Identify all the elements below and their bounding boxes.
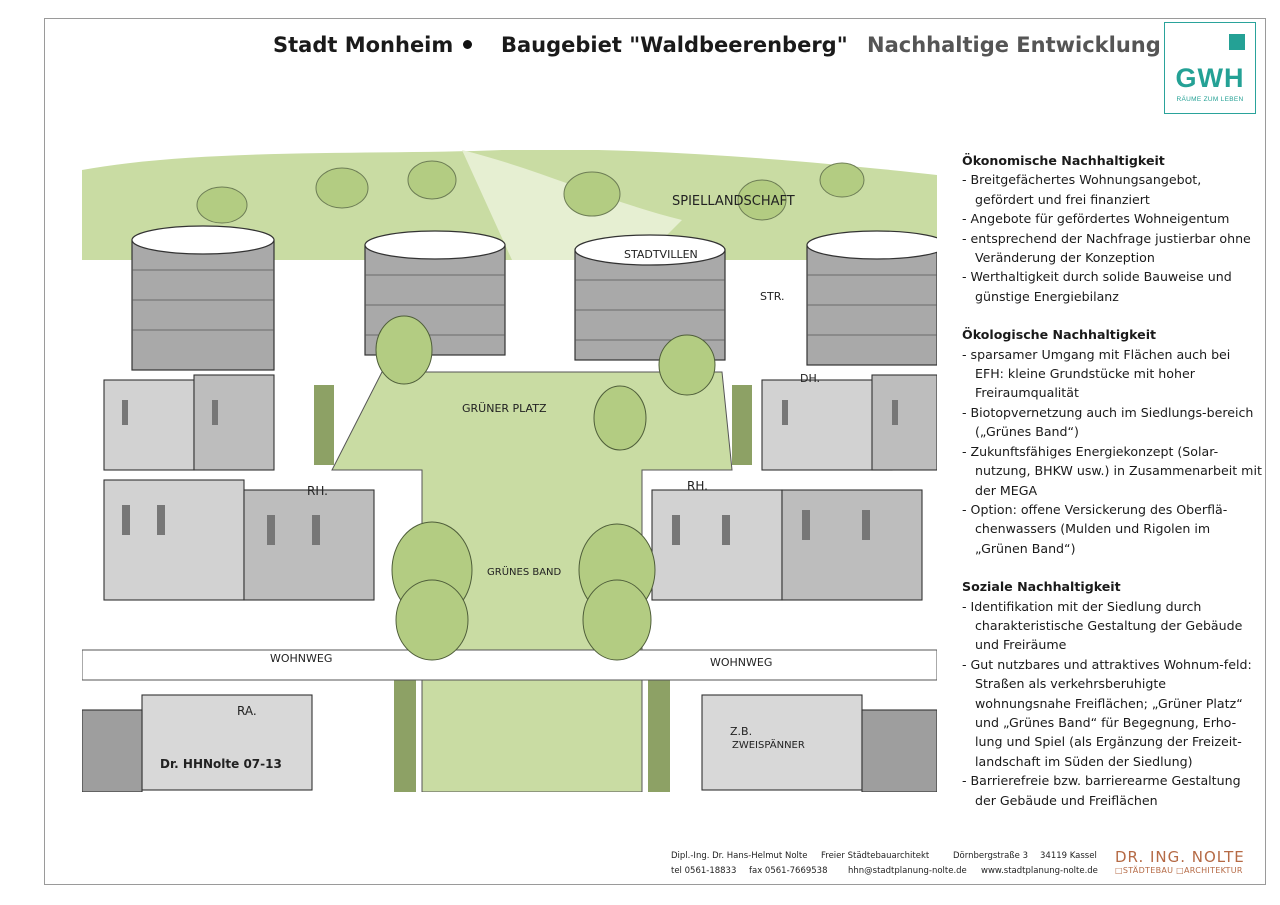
- section-social: [962, 577, 1262, 810]
- site-sketch: [82, 150, 937, 792]
- footer-city: 34119 Kassel: [1040, 851, 1097, 861]
- list-item: - Barrierefreie bzw. barrierearme Gestaltung der Gebäude und Freiflächen: [962, 773, 1241, 808]
- footer-fax: fax 0561-7669538: [749, 866, 828, 876]
- list-item: - sparsamer Umgang mit Flächen auch bei EFH: kleine Grundstücke mit hoher Freiraumqualität: [962, 346, 1231, 401]
- gwh-logo: [1164, 22, 1256, 114]
- label-spiellandschaft: SPIELLANDSCHAFT: [672, 194, 795, 209]
- label-rh-right: RH.: [687, 479, 708, 493]
- header-city: Stadt Monheim: [273, 33, 454, 57]
- list-item: - Zukunftsfähiges Energiekonzept (Solar-nutzung, BHKW usw.) in Zusammenarbeit mit der MEGA: [962, 443, 1262, 498]
- nolte-brand-sub: □STÄDTEBAU □ARCHITEKTUR: [1115, 866, 1243, 875]
- sketch-signature: Dr. HHNolte 07-13: [160, 757, 282, 771]
- label-zweispaenner: ZWEISPÄNNER: [732, 740, 805, 751]
- label-ra: RA.: [237, 704, 257, 718]
- list-item: - Gut nutzbares und attraktives Wohnum-feld: Straßen als verkehrsberuhigte wohnungsnahe Freiflächen; „Grüner Platz“ und „Grünes Band“ für Begegnung, Erho-lung und Spiel (als Ergänzung der Freizeit-landschaft im Süden der Siedlung): [962, 656, 1252, 769]
- section-ecological: [962, 325, 1262, 558]
- sustainability-text: [962, 151, 1262, 829]
- section-title: Ökologische Nachhaltigkeit: [962, 327, 1157, 343]
- label-stadtvillen: STADTVILLEN: [624, 248, 698, 261]
- logo-tagline: RÄUME ZUM LEBEN: [1176, 96, 1244, 103]
- footer-role: Freier Städtebauarchitekt: [821, 851, 930, 861]
- list-item: - entsprechend der Nachfrage justierbar ohne Veränderung der Konzeption: [962, 230, 1251, 266]
- footer-web: www.stadtplanung-nolte.de: [981, 866, 1098, 876]
- list-item: - Identifikation mit der Siedlung durch charakteristische Gestaltung der Gebäude und Freiräume: [962, 598, 1243, 653]
- header-bullet: [463, 40, 472, 49]
- list-item: - Biotopvernetzung auch im Siedlungs-bereich („Grünes Band“): [962, 404, 1254, 440]
- label-gruenes-band: GRÜNES BAND: [487, 567, 562, 578]
- label-zb: Z.B.: [730, 725, 753, 738]
- label-wohnweg-right: WOHNWEG: [710, 656, 773, 669]
- list-item: - Breitgefächertes Wohnungsangebot, gefördert und frei finanziert: [962, 172, 1202, 207]
- footer-name: Dipl.-Ing. Dr. Hans-Helmut Nolte: [671, 851, 808, 861]
- label-gruener-platz: GRÜNER PLATZ: [462, 402, 547, 415]
- section-title: Ökonomische Nachhaltigkeit: [962, 153, 1165, 168]
- list-item: - Option: offene Versickerung des Oberflä-chenwassers (Mulden und Rigolen im „Grünen Band“): [962, 501, 1228, 556]
- section-economic: [962, 151, 1262, 306]
- header-topic: Nachhaltige Entwicklung: [867, 33, 1161, 57]
- footer-tel: tel 0561-18833: [671, 866, 737, 876]
- header-area: Baugebiet "Waldbeerenberg": [501, 33, 848, 57]
- label-str: STR.: [760, 290, 785, 303]
- logo-square-icon: [1229, 34, 1245, 50]
- list-item: - Angebote für gefördertes Wohneigentum: [962, 211, 1230, 227]
- label-rh-left: RH.: [307, 484, 328, 498]
- logo-name: GWH: [1175, 63, 1245, 93]
- list-item: - Werthaltigkeit durch solide Bauweise und günstige Energiebilanz: [962, 269, 1232, 304]
- label-dh: DH.: [800, 372, 821, 385]
- nolte-brand: DR. ING. NOLTE: [1115, 848, 1245, 866]
- label-wohnweg-left: WOHNWEG: [270, 652, 333, 665]
- footer-email: hhn@stadtplanung-nolte.de: [848, 866, 967, 876]
- footer-street: Dörnbergstraße 3: [953, 851, 1029, 861]
- section-title: Soziale Nachhaltigkeit: [962, 579, 1121, 595]
